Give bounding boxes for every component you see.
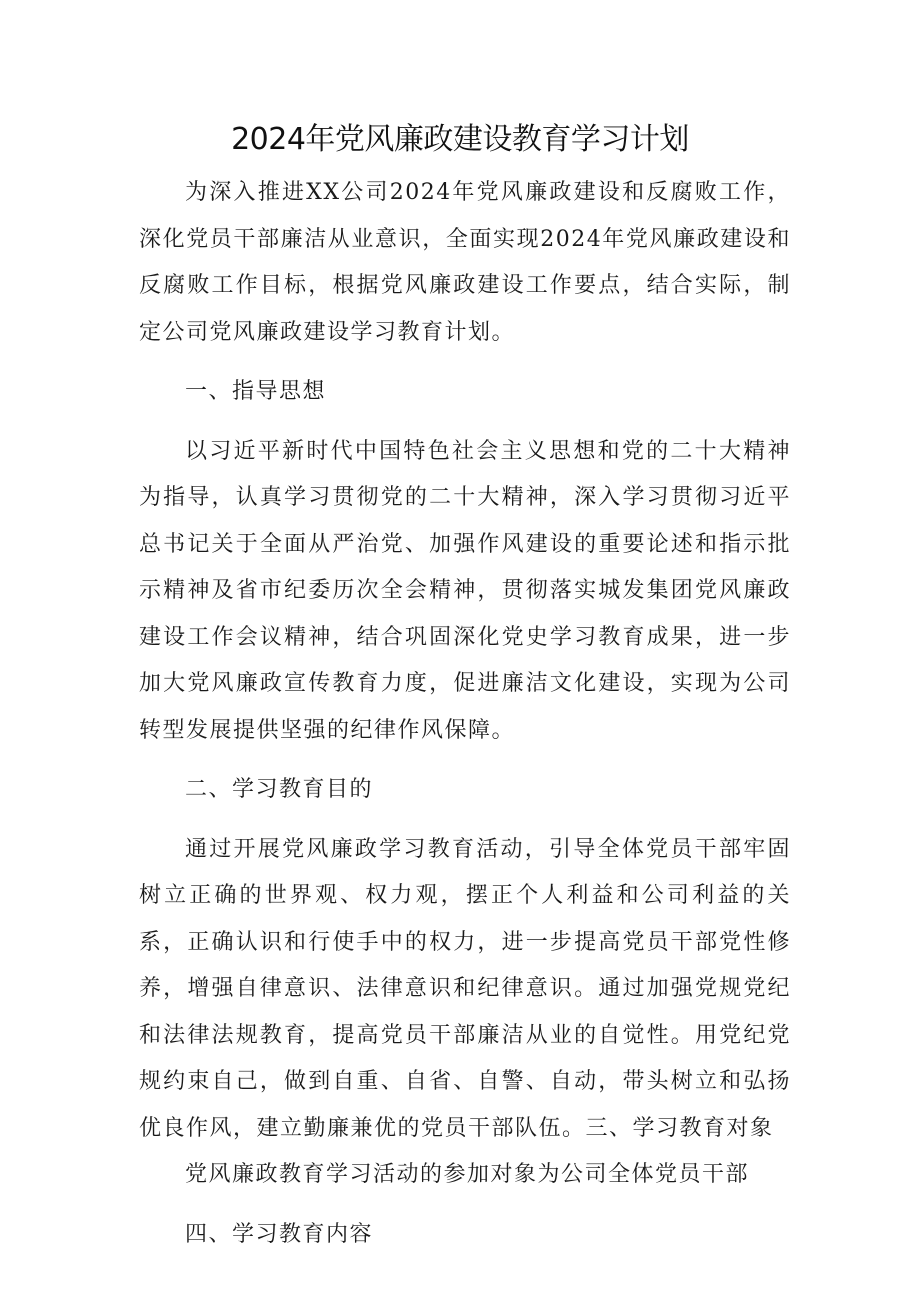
section-1-paragraph: 以习近平新时代中国特色社会主义思想和党的二十大精神为指导，认真学习贯彻党的二十大精神，深入学习贯彻习近平总书记关于全面从严治党、加强作风建设的重要论述和指示批示精神及省市纪委历次全会精神，贯彻落实城发集团党风廉政建设工作会议精神，结合巩固深化党史学习教育成果，进一步加大党风廉政宣传教育力度，促进廉洁文化建设，实现为公司转型发展提供坚强的纪律作风保障。 xyxy=(139,438,791,743)
section-2-paragraph xyxy=(139,827,791,1153)
section-4-heading: 四、学习教育内容 xyxy=(185,1221,374,1247)
document-body xyxy=(139,170,791,1258)
document-title: 2024年党风廉政建设教育学习计划 xyxy=(231,122,689,157)
section-1-heading: 一、指导思想 xyxy=(185,379,327,404)
section-2-heading: 二、学习教育目的 xyxy=(185,777,374,802)
intro-paragraph: 为深入推进XX公司2024年党风廉政建设和反腐败工作，深化党员干部廉洁从业意识，全面实现2024年党风廉政建设和反腐败工作目标，根据党风廉政建设工作要点，结合实际，制定公司党风廉政建设学习教育计划。 xyxy=(139,180,791,345)
section-3-heading: 三、学习教育对象 xyxy=(585,1115,774,1141)
section-2-text: 通过开展党风廉政学习教育活动，引导全体党员干部牢固树立正确的世界观、权力观，摆正个人利益和公司利益的关系，正确认识和行使手中的权力，进一步提高党员干部党性修养，增强自律意识、法律意识和纪律意识。通过加强党规党纪和法律法规教育，提高党员干部廉洁从业的自觉性。用党纪党规约束自己，做到自重、自省、自警、自动，带头树立和弘扬优良作风，建立勤廉兼优的党员干部队伍。 xyxy=(139,836,791,1141)
section-3-paragraph: 党风廉政教育学习活动的参加对象为公司全体党员干部 xyxy=(185,1162,750,1187)
